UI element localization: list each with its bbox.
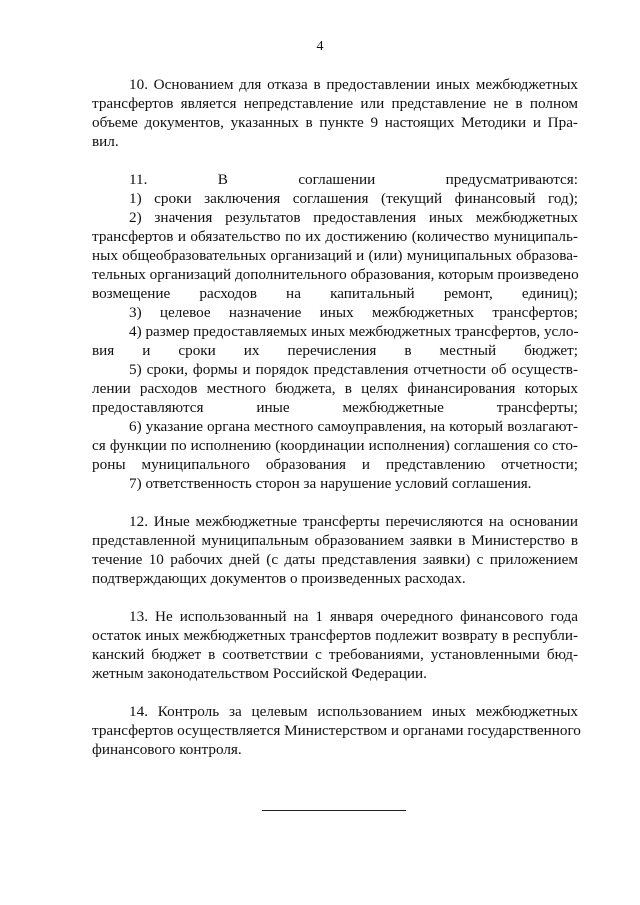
text-line: 13. Не использованный на 1 января очередного финансового года	[129, 608, 578, 625]
text-line: возмещение расходов на капитальный ремонт, единиц);	[92, 285, 578, 302]
text-line: 7) ответственность сторон за нарушение условий соглашения.	[129, 475, 532, 492]
text-line: объеме документов, указанных в пункте 9 настоящих Методики и Пра-	[92, 114, 578, 131]
paragraph-block	[92, 702, 581, 759]
paragraph-block	[92, 512, 578, 588]
paragraph-block	[92, 75, 578, 151]
text-line: трансфертов является непредставление или представление не в полном	[92, 95, 578, 112]
text-line: 3) целевое назначение иных межбюджетных трансфертов;	[129, 304, 578, 321]
text-line: финансового контроля.	[92, 741, 242, 758]
text-line: 5) сроки, формы и порядок представления отчетности об осуществ-	[129, 361, 578, 378]
text-line: 10. Основанием для отказа в предоставлении иных межбюджетных	[129, 76, 578, 93]
text-line: 4) размер предоставляемых иных межбюджетных трансфертов, усло-	[129, 323, 579, 340]
text-line: остаток иных межбюджетных трансфертов подлежит возврату в республи-	[92, 627, 578, 644]
paragraph-block	[92, 170, 578, 493]
paragraph-block	[92, 607, 578, 683]
text-line: роны муниципального образования и представлению отчетности;	[92, 456, 578, 473]
text-line: канский бюджет в соответствии с требованиями, установленными бюд-	[92, 646, 578, 663]
text-line: течение 10 рабочих дней (с даты представления заявки) с приложением	[92, 551, 578, 568]
text-line: 2) значения результатов предоставления иных межбюджетных	[129, 209, 578, 226]
text-line: подтверждающих документов о произведенных расходах.	[92, 570, 466, 587]
end-divider-line	[262, 810, 406, 811]
text-line: 12. Иные межбюджетные трансферты перечисляются на основании	[129, 513, 578, 530]
document-body	[92, 75, 581, 759]
text-line: ся функции по исполнению (координации исполнения) соглашения со сто-	[92, 437, 578, 454]
page-number: 4	[316, 39, 324, 54]
text-line: 11. В соглашении предусматриваются:	[129, 171, 578, 188]
text-line: трансфертов осуществляется Министерством и органами государственного	[92, 722, 581, 739]
text-line: вил.	[92, 133, 119, 150]
text-line: ных общеобразовательных организаций и (или) муниципальных образова-	[92, 247, 578, 264]
text-line: лении расходов местного бюджета, в целях финансирования которых	[92, 380, 578, 397]
text-line: вия и сроки их перечисления в местный бюджет;	[92, 342, 578, 359]
text-line: трансфертов и обязательство по их достижению (количество муниципаль-	[92, 228, 578, 245]
text-line: представленной муниципальным образованием заявки в Министерство в	[92, 532, 578, 549]
text-line: 14. Контроль за целевым использованием иных межбюджетных	[129, 703, 578, 720]
text-line: 6) указание органа местного самоуправления, на который возлагают-	[129, 418, 578, 435]
text-line: тельных организаций дополнительного образования, которым произведено	[92, 266, 579, 283]
text-line: жетным законодательством Российской Федерации.	[92, 665, 427, 682]
text-line: предоставляются иные межбюджетные трансферты;	[92, 399, 578, 416]
text-line: 1) сроки заключения соглашения (текущий финансовый год);	[129, 190, 578, 207]
